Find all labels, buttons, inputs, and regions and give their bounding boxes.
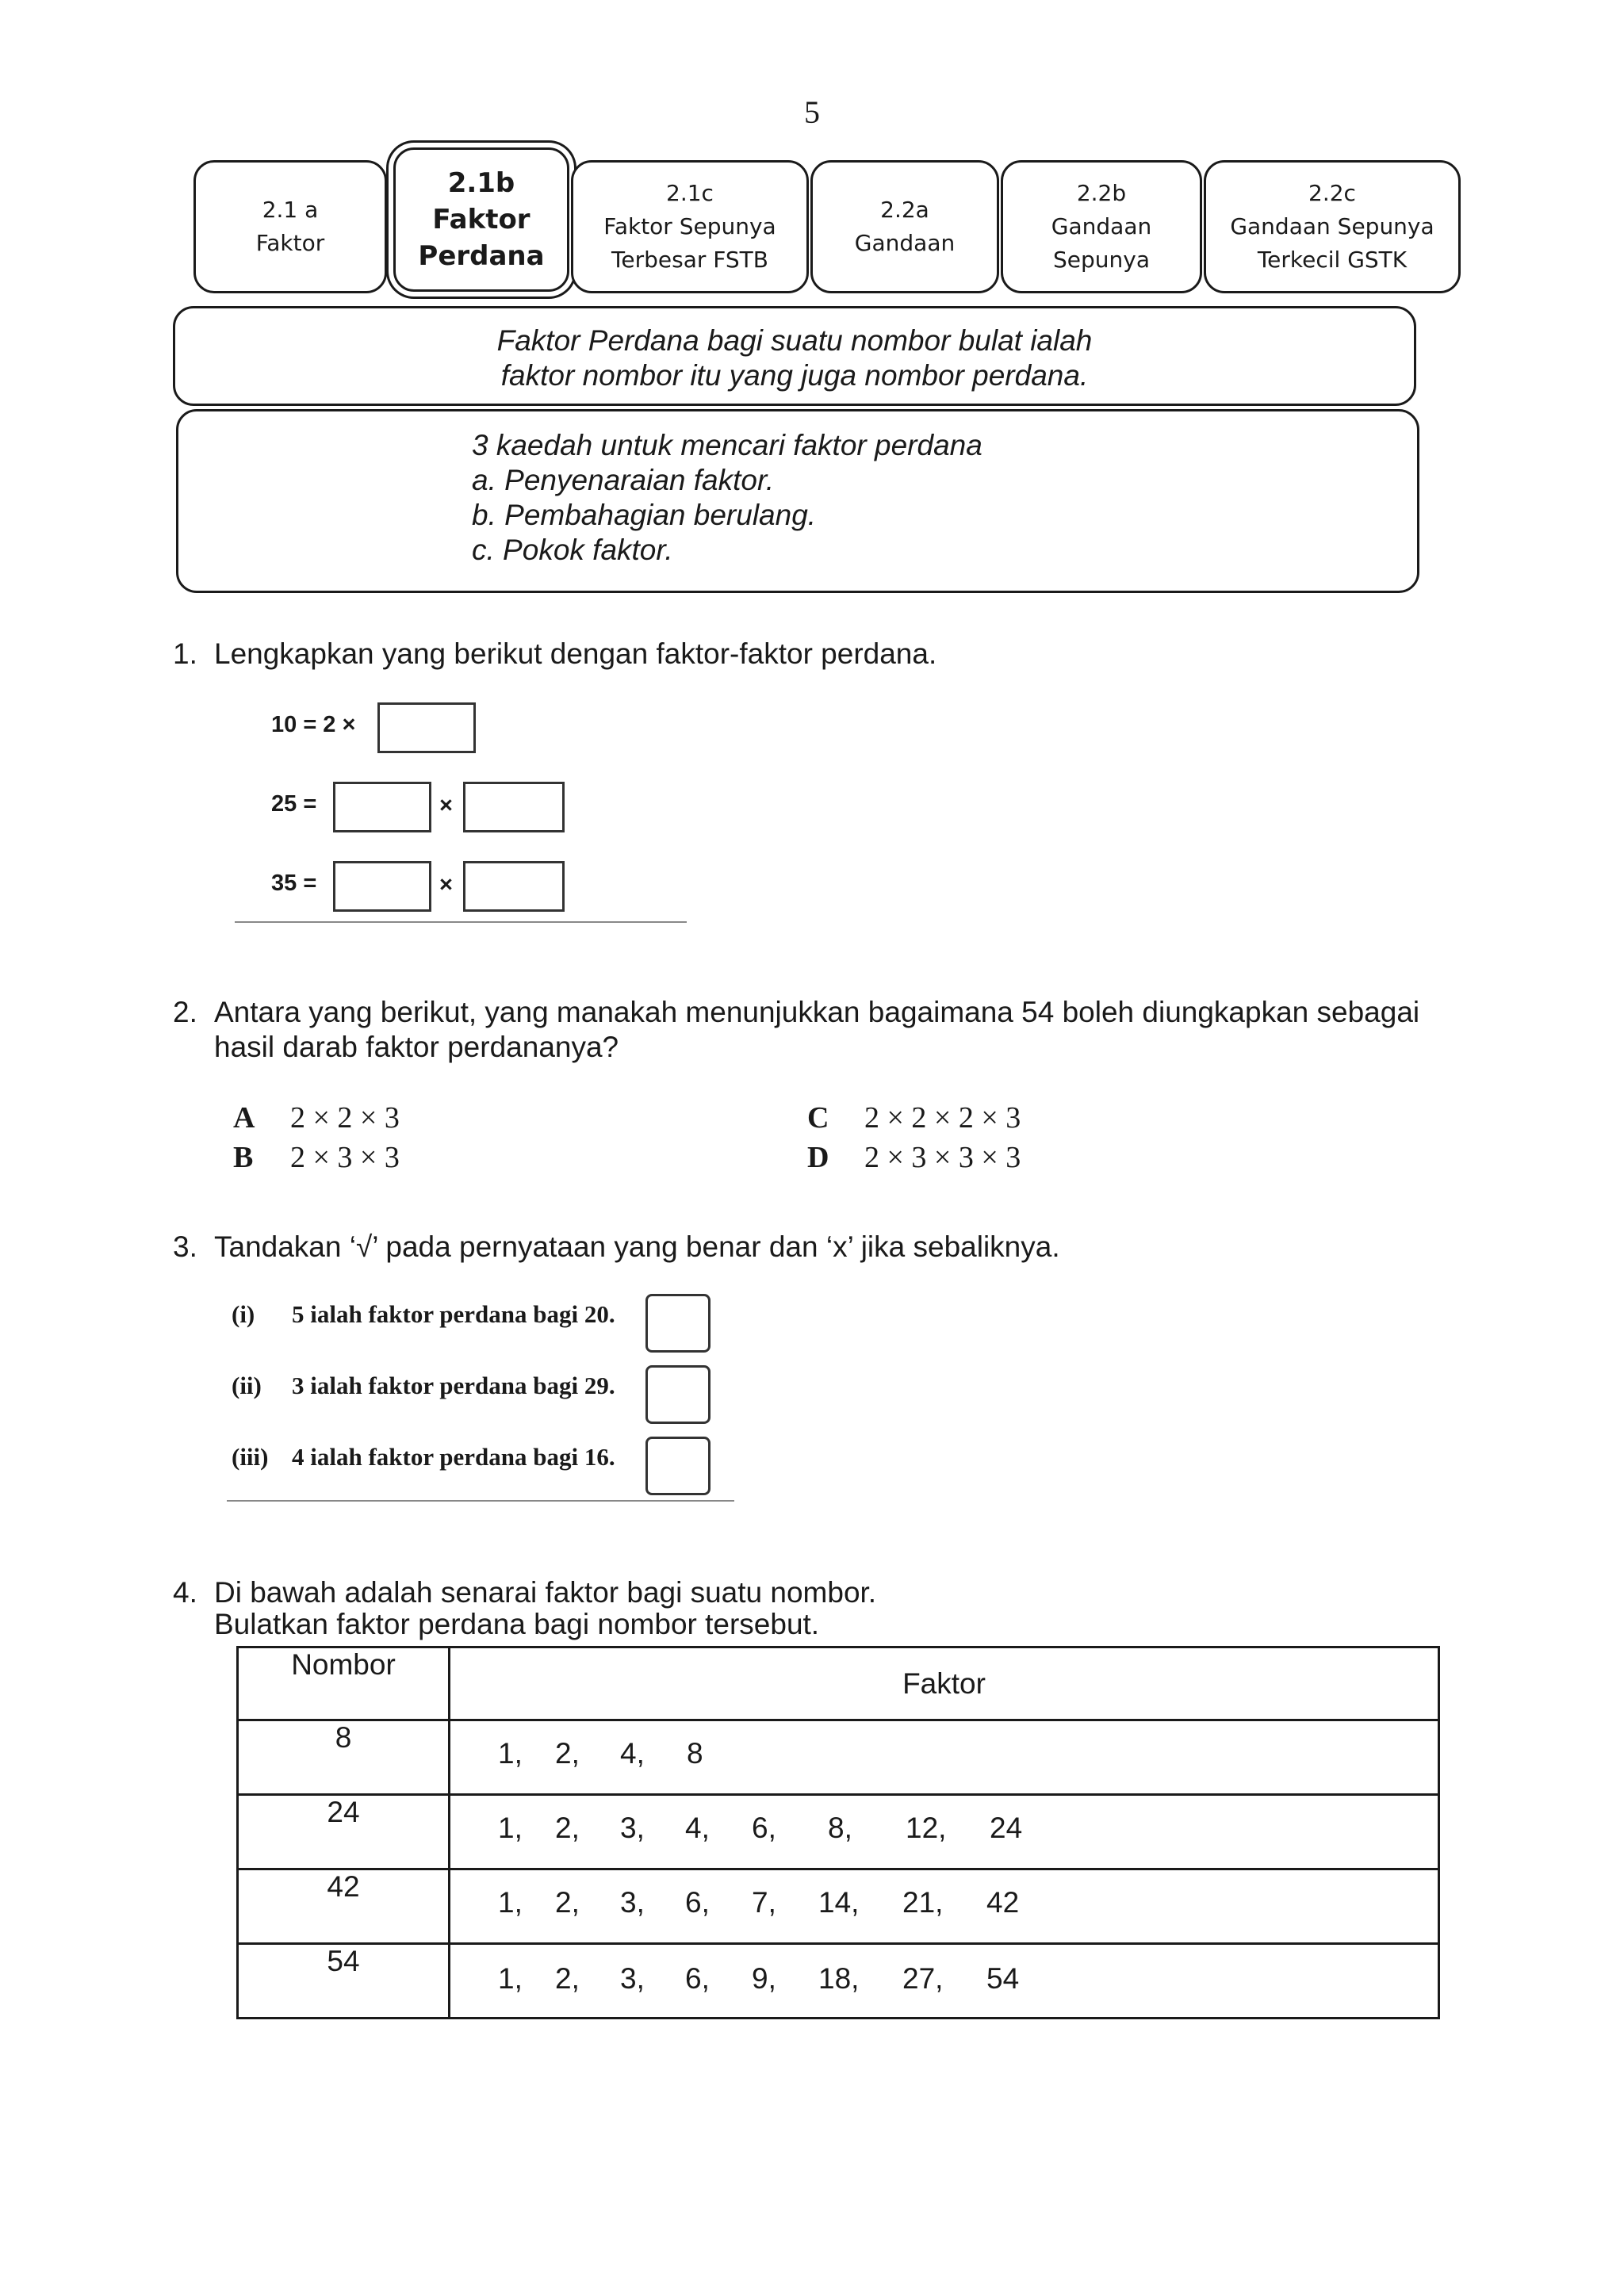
option-expr: 2 × 2 × 2 × 3 [864, 1101, 1021, 1135]
number-value: 24 [327, 1796, 360, 1828]
tab-label: Faktor [255, 230, 325, 256]
factors-cell [450, 1869, 1439, 1944]
option-c[interactable] [807, 1100, 1021, 1135]
tab-2-2c-gstk[interactable] [1204, 160, 1461, 293]
answer-box[interactable] [463, 861, 565, 912]
factor[interactable]: 2, [555, 1812, 580, 1844]
factor[interactable]: 3, [620, 1886, 645, 1919]
times-sign: × [439, 793, 453, 818]
tab-label: Terbesar FSTB [611, 247, 768, 273]
header-label: Nombor [291, 1648, 396, 1681]
factor[interactable]: 6, [685, 1962, 710, 1995]
number-cell [238, 1720, 450, 1795]
tab-label: Gandaan Sepunya [1230, 213, 1434, 239]
option-expr: 2 × 3 × 3 [290, 1141, 400, 1174]
tab-label: Perdana [418, 240, 545, 272]
tab-2-1b-faktor-perdana[interactable] [393, 147, 569, 292]
table-header-row [238, 1647, 1439, 1720]
definition-line: faktor nombor itu yang juga nombor perdana. [500, 359, 1089, 392]
tab-code: 2.2c [1308, 180, 1356, 206]
divider [227, 1500, 734, 1502]
header-nombor [238, 1647, 450, 1720]
factor[interactable]: 7, [752, 1886, 776, 1919]
factor[interactable]: 12, [906, 1812, 947, 1844]
factor[interactable]: 4, [685, 1812, 710, 1844]
answer-box[interactable] [463, 782, 565, 832]
option-letter: A [233, 1101, 255, 1135]
option-b[interactable] [233, 1140, 400, 1175]
factor[interactable]: 6, [752, 1812, 776, 1844]
number-value: 42 [327, 1870, 360, 1903]
factor[interactable]: 2, [555, 1962, 580, 1995]
option-expr: 2 × 3 × 3 × 3 [864, 1141, 1021, 1174]
factor[interactable]: 21, [902, 1886, 944, 1919]
tick-box[interactable] [645, 1365, 710, 1424]
statement-label: (i) [232, 1300, 255, 1328]
option-letter: C [807, 1101, 829, 1135]
tab-label: Faktor Sepunya [603, 213, 776, 239]
factor[interactable]: 4, [620, 1737, 645, 1770]
method-item: c. Pokok faktor. [472, 534, 673, 566]
factor[interactable]: 8, [828, 1812, 852, 1844]
tick-box[interactable] [645, 1437, 710, 1495]
factors-cell [450, 1795, 1439, 1869]
number-value: 54 [327, 1945, 360, 1977]
page-number: 5 [804, 94, 820, 130]
tab-2-1c-fstb[interactable] [571, 160, 809, 293]
option-expr: 2 × 2 × 3 [290, 1101, 400, 1135]
question-number: 2. [173, 996, 197, 1028]
times-sign: × [439, 872, 453, 897]
option-a[interactable] [233, 1100, 400, 1135]
definition-line: Faktor Perdana bagi suatu nombor bulat ialah [496, 324, 1093, 357]
tab-code: 2.2a [880, 197, 929, 223]
statement-text: 5 ialah faktor perdana bagi 20. [292, 1300, 615, 1328]
answer-box[interactable] [333, 782, 431, 832]
tab-label: Terkecil GSTK [1257, 247, 1408, 273]
table-row [238, 1720, 1439, 1795]
tab-code: 2.2b [1076, 180, 1127, 206]
statement-text: 4 ialah faktor perdana bagi 16. [292, 1443, 615, 1471]
factor[interactable]: 14, [818, 1886, 860, 1919]
tab-code: 2.1 a [262, 197, 319, 223]
factors-cell [450, 1720, 1439, 1795]
q1-eq-lhs: 10 = 2 × [271, 712, 356, 737]
question-number: 1. [173, 637, 197, 670]
tab-code: 2.1c [666, 180, 714, 206]
tab-label: Sepunya [1053, 247, 1150, 273]
factor[interactable]: 1, [498, 1737, 523, 1770]
factor[interactable]: 3, [620, 1812, 645, 1844]
option-letter: D [807, 1141, 829, 1174]
statement-label: (iii) [232, 1443, 269, 1471]
tab-2-2b-gandaan-sepunya[interactable] [1001, 160, 1202, 293]
factor[interactable]: 1, [498, 1886, 523, 1919]
factor[interactable]: 2, [555, 1737, 580, 1770]
factor[interactable]: 18, [818, 1962, 860, 1995]
factor[interactable]: 6, [685, 1886, 710, 1919]
methods-title: 3 kaedah untuk mencari faktor perdana [472, 429, 982, 461]
factor[interactable]: 1, [498, 1962, 523, 1995]
factor[interactable]: 3, [620, 1962, 645, 1995]
factor[interactable]: 42 [986, 1886, 1020, 1919]
factor[interactable]: 24 [990, 1812, 1023, 1844]
header-label: Faktor [902, 1667, 986, 1700]
question-number: 4. [173, 1576, 197, 1609]
q1-eq-lhs: 25 = [271, 791, 317, 817]
method-item: a. Penyenaraian faktor. [472, 464, 775, 496]
question-number: 3. [173, 1230, 197, 1263]
option-letter: B [233, 1141, 254, 1174]
header-faktor [450, 1647, 1439, 1720]
factor[interactable]: 8 [687, 1737, 703, 1770]
question-text: Tandakan ‘√’ pada pernyataan yang benar dan ‘x’ jika sebaliknya. [214, 1230, 1060, 1263]
number-value: 8 [335, 1721, 352, 1754]
question-text: Lengkapkan yang berikut dengan faktor-faktor perdana. [214, 637, 937, 670]
tab-label: Gandaan [1051, 213, 1152, 239]
question-text: Di bawah adalah senarai faktor bagi suatu nombor. [214, 1576, 877, 1609]
table-row [238, 1795, 1439, 1869]
factor-table [236, 1646, 1440, 2019]
definition-box [173, 306, 1416, 406]
number-cell [238, 1869, 450, 1944]
question-text: hasil darab faktor perdananya? [214, 1031, 619, 1063]
factor[interactable]: 2, [555, 1886, 580, 1919]
tab-2-2a-gandaan[interactable] [810, 160, 999, 293]
q1-eq-lhs: 35 = [271, 871, 317, 896]
tab-2-1a-faktor[interactable] [193, 160, 387, 293]
method-item: b. Pembahagian berulang. [472, 499, 817, 531]
methods-box [176, 409, 1419, 593]
number-cell [238, 1795, 450, 1869]
answer-box[interactable] [333, 861, 431, 912]
statement-label: (ii) [232, 1372, 262, 1399]
divider [235, 921, 687, 923]
answer-box[interactable] [377, 702, 476, 753]
tick-box[interactable] [645, 1294, 710, 1353]
number-cell [238, 1944, 450, 2019]
table-row [238, 1869, 1439, 1944]
question-text: Bulatkan faktor perdana bagi nombor tersebut. [214, 1608, 820, 1640]
statement-text: 3 ialah faktor perdana bagi 29. [292, 1372, 615, 1399]
option-d[interactable] [807, 1140, 1021, 1175]
factor[interactable]: 1, [498, 1812, 523, 1844]
tab-code: 2.1b [447, 167, 515, 199]
table-row [238, 1944, 1439, 2019]
tab-label: Faktor [432, 204, 530, 235]
question-text: Antara yang berikut, yang manakah menunjukkan bagaimana 54 boleh diungkapkan sebagai [214, 996, 1420, 1028]
factor[interactable]: 54 [986, 1962, 1020, 1995]
factor[interactable]: 27, [902, 1962, 944, 1995]
tab-label: Gandaan [854, 230, 956, 256]
factor[interactable]: 9, [752, 1962, 776, 1995]
factors-cell [450, 1944, 1439, 2019]
